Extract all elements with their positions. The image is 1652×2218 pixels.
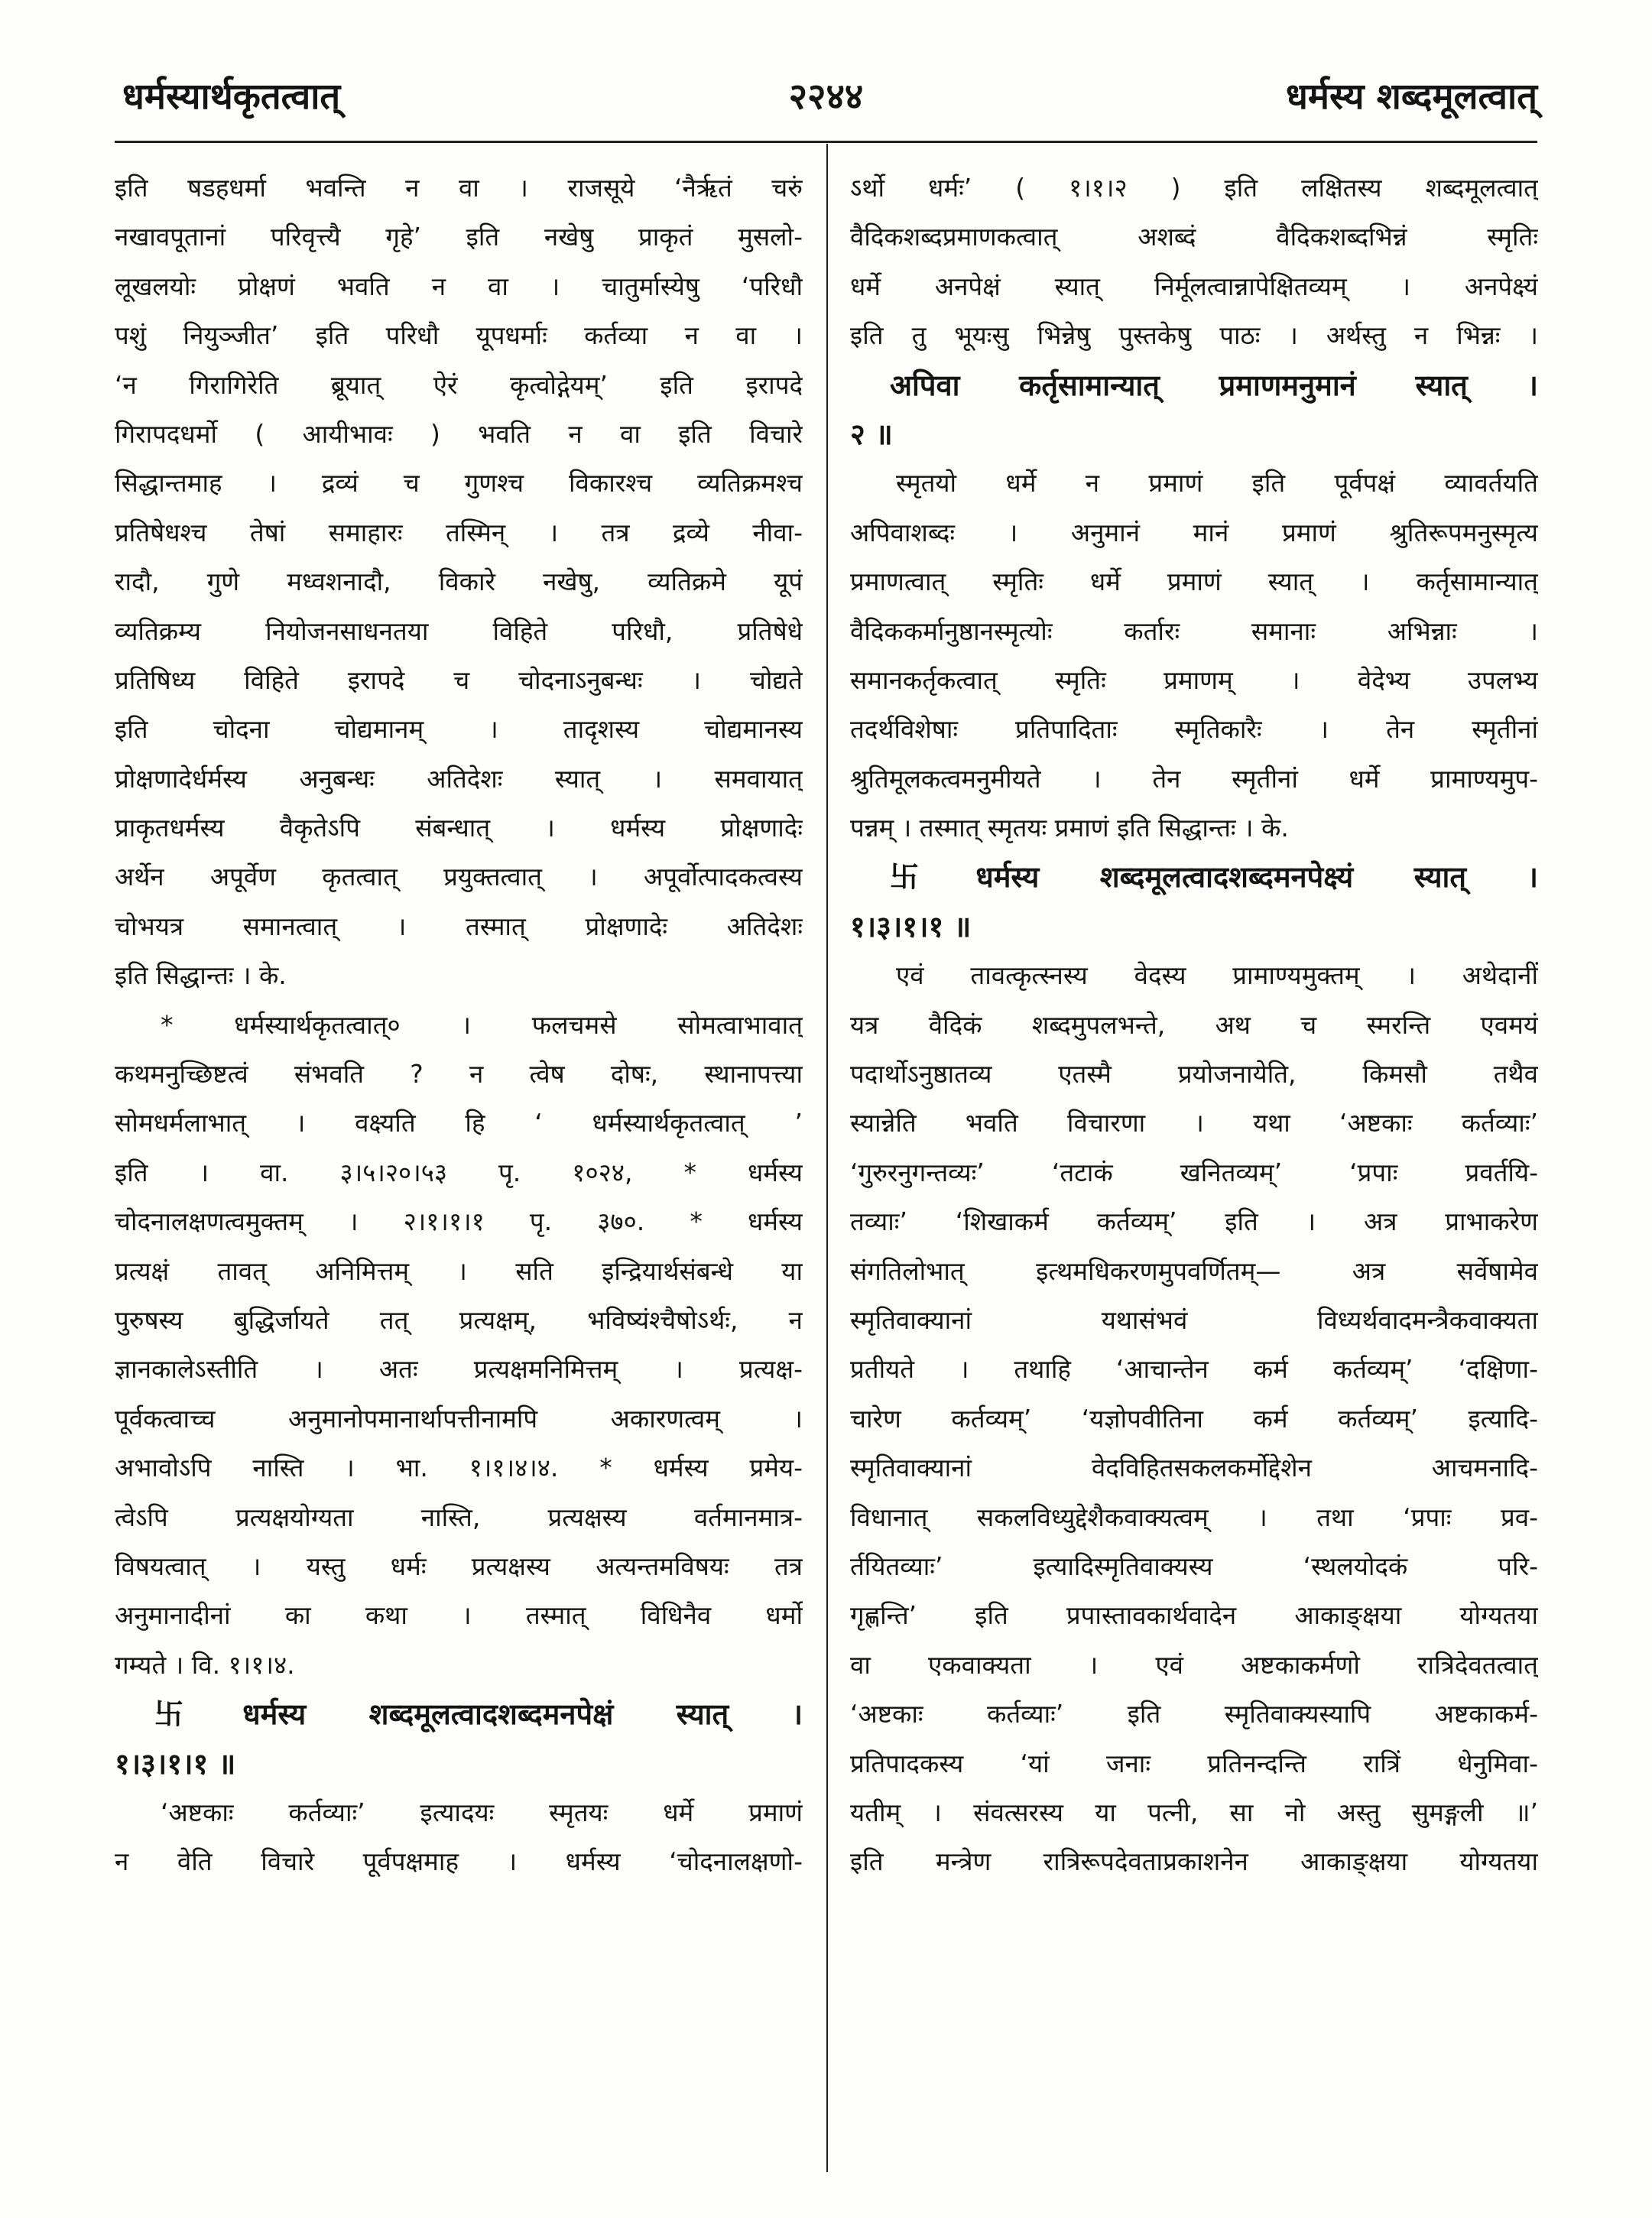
text-line: स्यान्नेति भवति विचारणा । यथा ‘अष्टकाः कर्तव्याः’ bbox=[850, 1108, 1538, 1138]
text-line: कथमनुच्छिष्टत्वं संभवति ? न त्वेष दोषः, स्थानापत्त्या bbox=[115, 1059, 803, 1090]
sutra-number: २ ॥ bbox=[850, 417, 893, 451]
text-line: धर्मे अनपेक्षं स्यात् निर्मूलत्वान्नापेक्षितव्यम् । अनपेक्ष्यं bbox=[850, 271, 1538, 301]
text-line: ‘न गिरागिरेति ब्रूयात् ऐरं कृत्वोद्गेयम्’ इति इरापदे bbox=[115, 369, 803, 400]
text-line: नखावपूतानां परिवृत्त्यै गृहे’ इति नखेषु प्राकृतं मुसलो- bbox=[115, 222, 803, 252]
sutra-text: धर्मस्य शब्दमूलत्वादशब्दमनपेक्ष्यं स्यात् । bbox=[975, 860, 1538, 895]
text-line: प्रतिषिध्य विहिते इरापदे च चोदनाऽनुबन्धः । चोद्यते bbox=[115, 664, 803, 695]
text-line: प्रमाणत्वात् स्मृतिः धर्मे प्रमाणं स्यात् । कर्तृसामान्यात् bbox=[850, 567, 1538, 597]
text-line: र्तयितव्याः’ इत्यादिस्मृतिवाक्यस्य ‘स्थलयोदकं परि- bbox=[850, 1551, 1538, 1581]
swastika-mark: 卐 bbox=[154, 1697, 237, 1732]
sutra-heading bbox=[850, 852, 1538, 901]
text-line: यत्र वैदिकं शब्दमुपलभन्ते, अथ च स्मरन्ति एवमयं bbox=[850, 1009, 1538, 1040]
text-line: न वेति विचारे पूर्वपक्षमाह । धर्मस्य ‘चोदनालक्षणो- bbox=[115, 1846, 803, 1877]
running-head-left: धर्मस्यार्थकृतत्वात् bbox=[122, 76, 341, 118]
text-line: इति चोदना चोद्यमानम् । तादृशस्य चोद्यमानस्य bbox=[115, 714, 803, 745]
text-line: इति । वा. ३।५।२०।५३ पृ. १०२४, * धर्मस्य bbox=[115, 1157, 803, 1187]
text-line: पुरुषस्य बुद्धिर्जायते तत् प्रत्यक्षम्, भविष्यंश्चैषोऽर्थः, न bbox=[115, 1304, 803, 1335]
text-line: प्रतीयते । तथाहि ‘आचान्तेन कर्म कर्तव्यम्’ ‘दक्षिणा- bbox=[850, 1354, 1538, 1385]
text-line: श्रुतिमूलकत्वमनुमीयते । तेन स्मृतीनां धर्मे प्रामाण्यमुप- bbox=[850, 763, 1538, 794]
text-line: त्वेऽपि प्रत्यक्षयोग्यता नास्ति, प्रत्यक्षस्य वर्तमानमात्र- bbox=[115, 1502, 803, 1532]
text-line: प्रतिपादकस्य ‘यां जनाः प्रतिनन्दन्ति रात्रिं धेनुमिवा- bbox=[850, 1748, 1538, 1778]
sutra-heading bbox=[115, 1690, 803, 1739]
text-line: प्रत्यक्षं तावत् अनिमित्तम् । सति इन्द्रियार्थसंबन्धे या bbox=[115, 1255, 803, 1286]
text-line: संगतिलोभात् इत्थमधिकरणमुपवर्णितम्— अत्र सर्वेषामेव bbox=[850, 1255, 1538, 1286]
sutra-number: १।३।१।१ ॥ bbox=[115, 1746, 236, 1781]
text-line: लूखलयोः प्रोक्षणं भवति न वा । चातुर्मास्येषु ‘परिधौ bbox=[115, 271, 803, 301]
column-divider bbox=[826, 144, 828, 2172]
text-line: समानकर्तृकत्वात् स्मृतिः प्रमाणम् । वेदेभ्य उपलभ्य bbox=[850, 664, 1538, 695]
text-line: गम्यते । वि. १।१।४. bbox=[115, 1649, 295, 1680]
text-line: विषयत्वात् । यस्तु धर्मः प्रत्यक्षस्य अत्यन्तमविषयः तत्र bbox=[115, 1551, 803, 1581]
text-line: प्रोक्षणादेर्धर्मस्य अनुबन्धः अतिदेशः स्यात् । समवायात् bbox=[115, 763, 803, 794]
text-line: एवं तावत्कृत्स्नस्य वेदस्य प्रामाण्यमुक्तम् । अथेदानीं bbox=[896, 960, 1538, 991]
text-line: रादौ, गुणे मध्वशनादौ, विकारे नखेषु, व्यतिक्रमे यूपं bbox=[115, 567, 803, 597]
text-line: व्यतिक्रम्य नियोजनसाधनतया विहिते परिधौ, प्रतिषेधे bbox=[115, 615, 803, 646]
text-line: पन्नम् । तस्मात् स्मृतयः प्रमाणं इति सिद्धान्तः । के. bbox=[850, 813, 1289, 843]
text-line: ऽर्थो धर्मः’ ( १।१।२ ) इति लक्षितस्य शब्दमूलत्वात् bbox=[850, 173, 1538, 203]
text-line: वैदिककर्मानुष्ठानस्मृत्योः कर्तारः समानाः अभिन्नाः । bbox=[850, 615, 1538, 646]
right-column bbox=[850, 164, 1538, 2172]
running-head-right: धर्मस्य शब्दमूलत्वात् bbox=[1285, 76, 1537, 118]
text-line: स्मृतिवाक्यानां वेदविहितसकलकर्मोद्देशेन आचमनादि- bbox=[850, 1453, 1538, 1483]
text-line: ‘अष्टकाः कर्तव्याः’ इति स्मृतिवाक्यस्यापि अष्टकाकर्म- bbox=[850, 1699, 1538, 1729]
text-line: यतीम् । संवत्सरस्य या पत्नी, सा नो अस्तु सुमङ्गली ॥’ bbox=[850, 1797, 1538, 1827]
text-line: ‘अष्टकाः कर्तव्याः’ इत्यादयः स्मृतयः धर्मे प्रमाणं bbox=[161, 1797, 803, 1827]
text-line: पदार्थोऽनुष्ठातव्य एतस्मै प्रयोजनायेति, किमसौ तथैव bbox=[850, 1059, 1538, 1090]
text-line: गृह्णन्ति’ इति प्रपास्तावकार्थवादेन आकाङ्क्षया योग्यतया bbox=[850, 1600, 1538, 1631]
text-line: इति षडहधर्मा भवन्ति न वा । राजसूये ‘नैर्ऋतं चरुं bbox=[115, 173, 803, 203]
text-line: चोदनालक्षणत्वमुक्तम् । २।१।१।१ पृ. ३७०. * धर्मस्य bbox=[115, 1206, 803, 1237]
text-line: चोभयत्र समानत्वात् । तस्मात् प्रोक्षणादेः अतिदेशः bbox=[115, 911, 803, 941]
text-line: स्मृतयो धर्मे न प्रमाणं इति पूर्वपक्षं व्यावर्तयति bbox=[896, 468, 1538, 498]
text-line: इति सिद्धान्तः । के. bbox=[115, 960, 287, 991]
swastika-mark: 卐 bbox=[890, 860, 970, 895]
text-line: अभावोऽपि नास्ति । भा. १।१।४।४. * धर्मस्य प्रमेय- bbox=[115, 1453, 803, 1483]
text-line: तव्याः’ ‘शिखाकर्म कर्तव्यम्’ इति । अत्र प्राभाकरेण bbox=[850, 1206, 1538, 1237]
text-line: * धर्मस्यार्थकृतत्वात्० । फलचमसे सोमत्वाभावात् bbox=[161, 1009, 803, 1040]
text-line: ज्ञानकालेऽस्तीति । अतः प्रत्यक्षमनिमित्तम् । प्रत्यक्ष- bbox=[115, 1354, 803, 1385]
text-line: तदर्थविशेषाः प्रतिपादिताः स्मृतिकारैः । तेन स्मृतीनां bbox=[850, 714, 1538, 745]
sutra-number: १।३।१।१ ॥ bbox=[850, 909, 972, 943]
text-line: अपिवाशब्दः । अनुमानं मानं प्रमाणं श्रुतिरूपमनुस्मृत्य bbox=[850, 517, 1538, 547]
text-line: स्मृतिवाक्यानां यथासंभवं विध्यर्थवादमन्त्रैकवाक्यता bbox=[850, 1304, 1538, 1335]
left-column bbox=[115, 164, 803, 2172]
sutra-heading: अपिवा कर्तृसामान्यात् प्रमाणमनुमानं स्यात् । bbox=[890, 368, 1538, 402]
text-line: प्रतिषेधश्च तेषां समाहारः तस्मिन् । तत्र द्रव्ये नीवा- bbox=[115, 517, 803, 547]
text-line: सिद्धान्तमाह । द्रव्यं च गुणश्च विकारश्च व्यतिक्रमश्च bbox=[115, 468, 803, 498]
text-line: गिरापदधर्मो ( आयीभावः ) भवति न वा इति विचारे bbox=[115, 418, 803, 449]
text-line: इति मन्त्रेण रात्रिरूपदेवताप्रकाशनेन आकाङ्क्षया योग्यतया bbox=[850, 1846, 1538, 1877]
text-line: अर्थेन अपूर्वेण कृतत्वात् प्रयुक्तत्वात् । अपूर्वोत्पादकत्वस्य bbox=[115, 862, 803, 892]
text-line: अनुमानादीनां का कथा । तस्मात् विधिनैव धर्मो bbox=[115, 1600, 803, 1631]
text-line: चारेण कर्तव्यम्’ ‘यज्ञोपवीतिना कर्म कर्तव्यम्’ इत्यादि- bbox=[850, 1403, 1538, 1434]
sutra-text: धर्मस्य शब्दमूलत्वादशब्दमनपेक्षं स्यात् । bbox=[242, 1697, 803, 1732]
text-line: पूर्वकत्वाच्च अनुमानोपमानार्थापत्तीनामपि अकारणत्वम् । bbox=[115, 1403, 803, 1434]
text-line: पशुं नियुञ्जीत’ इति परिधौ यूपधर्माः कर्तव्या न वा । bbox=[115, 320, 803, 351]
text-line: वैदिकशब्दप्रमाणकत्वात् अशब्दं वैदिकशब्दभिन्नं स्मृतिः bbox=[850, 222, 1538, 252]
text-line: वा एकवाक्यता । एवं अष्टकाकर्मणो रात्रिदेवतत्वात् bbox=[850, 1649, 1538, 1680]
page-number: २२४४ bbox=[788, 76, 864, 118]
text-line: सोमधर्मलाभात् । वक्ष्यति हि ‘ धर्मस्यार्थकृतत्वात् ’ bbox=[115, 1108, 803, 1138]
header-rule bbox=[115, 141, 1537, 143]
running-head bbox=[115, 70, 1537, 132]
text-line: ‘गुरुरनुगन्तव्यः’ ‘तटाकं खनितव्यम्’ ‘प्रपाः प्रवर्तयि- bbox=[850, 1157, 1538, 1187]
text-line: विधानात् सकलविध्युद्देशैकवाक्यत्वम् । तथा ‘प्रपाः प्रव- bbox=[850, 1502, 1538, 1532]
text-line: प्राकृतधर्मस्य वैकृतेऽपि संबन्धात् । धर्मस्य प्रोक्षणादेः bbox=[115, 813, 803, 843]
text-line: इति तु भूयःसु भिन्नेषु पुस्तकेषु पाठः । अर्थस्तु न भिन्नः । bbox=[850, 320, 1538, 351]
